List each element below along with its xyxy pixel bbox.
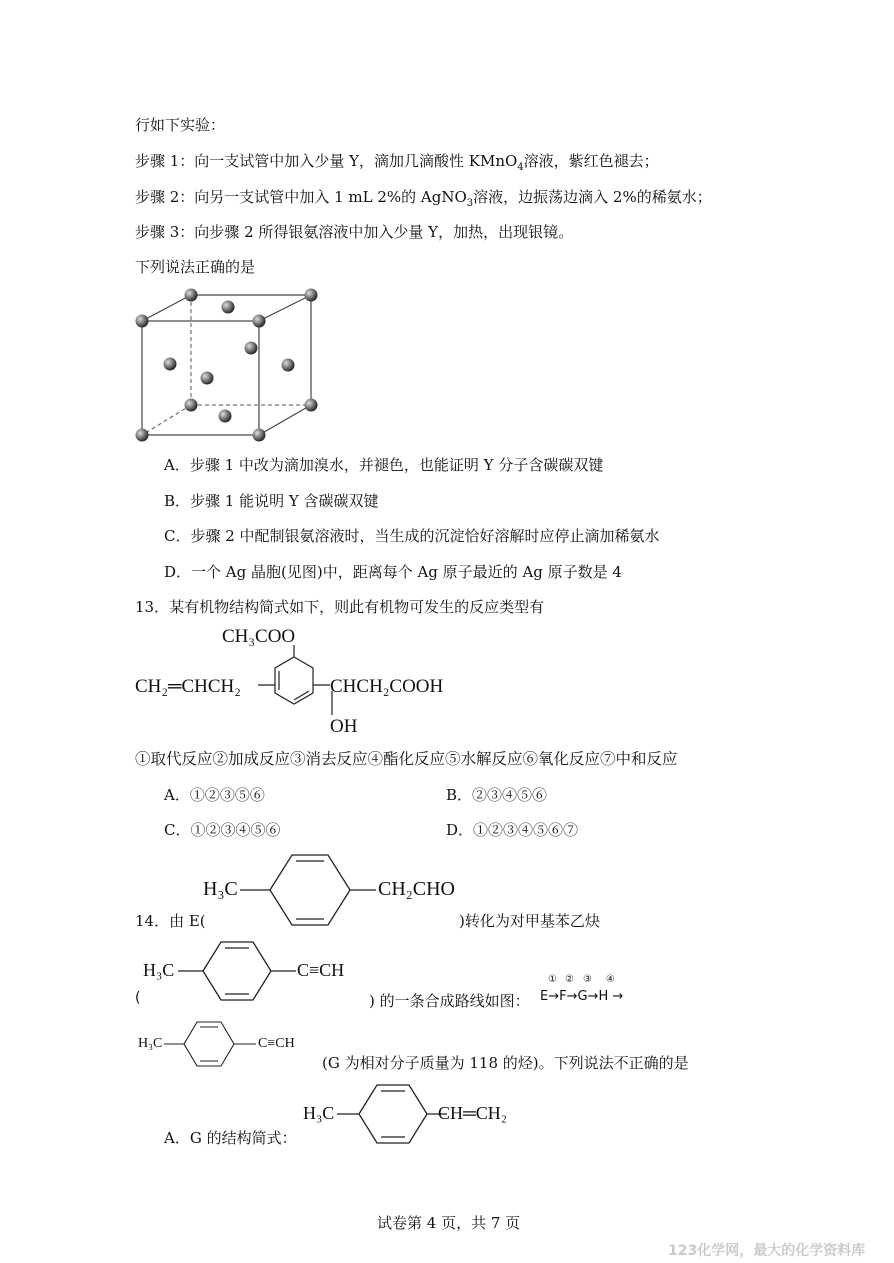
ag-unit-cell-diagram [130, 285, 330, 450]
q12-option-d: D．一个 Ag 晶胞(见图)中，距离每个 Ag 原子最近的 Ag 原子数是 4 [164, 563, 622, 581]
q14-note: (G 为相对分子质量为 118 的烃)。下列说法不正确的是 [322, 1054, 689, 1072]
q14-e-left: H₃C [203, 878, 238, 900]
q13-option-a: A．①②③⑤⑥ [164, 786, 265, 804]
q14-stem-post: )转化为对甲基苯乙炔 [459, 912, 600, 930]
page-footer: 试卷第 4 页，共 7 页 [377, 1214, 521, 1232]
q14-g-left: H₃C [303, 1103, 335, 1123]
q14-product-small-left: H₃C [138, 1036, 163, 1051]
q12-question: 下列说法正确的是 [135, 258, 256, 276]
q14-paren-open: ( [135, 990, 141, 1006]
q14-product-benzene-ring [178, 937, 308, 1002]
q14-e-benzene-ring [240, 850, 380, 930]
q14-product-small-benzene-ring [164, 1020, 264, 1070]
q13-benzene-ring [250, 645, 340, 730]
q12-step2: 步骤 2：向另一支试管中加入 1 mL 2%的 AgNO$_3$溶液，边振荡边滴入 2%的稀氨水； [135, 188, 712, 209]
q13-stem: 13．某有机物结构简式如下，则此有机物可发生的反应类型有 [135, 598, 545, 616]
q12-intro: 行如下实验： [135, 116, 226, 134]
q13-option-c: C．①②③④⑤⑥ [164, 821, 281, 839]
q14-route-marks: ① ② ③ ④ [548, 974, 615, 985]
q12-option-b: B．步骤 1 能说明 Y 含碳碳双键 [164, 492, 379, 510]
q14-route-text: ) 的一条合成路线如图： [369, 992, 530, 1010]
q14-stem-pre: 14．由 E( [135, 912, 206, 930]
q14-option-a: A．G 的结构简式： [164, 1129, 297, 1147]
q13-struct-left: CH₂═CHCH₂ [135, 676, 241, 697]
watermark: 123化学网，最大的化学资料库 [668, 1243, 866, 1259]
q13-struct-top: CH₃COO [222, 626, 296, 647]
q13-option-b: B．②③④⑤⑥ [446, 786, 548, 804]
q13-option-d: D．①②③④⑤⑥⑦ [446, 821, 579, 839]
q14-product-small-right: C≡CH [258, 1036, 295, 1051]
q12-option-a: A．步骤 1 中改为滴加溴水，并褪色，也能证明 Y 分子含碳碳双键 [164, 456, 604, 474]
q14-g-right: CH═CH₂ [438, 1103, 508, 1123]
q13-struct-bottom: OH [330, 716, 358, 737]
q14-product-left: H₃C [143, 960, 175, 980]
q14-e-right: CH₂CHO [378, 878, 455, 900]
q12-option-c: C．步骤 2 中配制银氨溶液时，当生成的沉淀恰好溶解时应停止滴加稀氨水 [164, 527, 660, 545]
q13-reaction-types: ①取代反应②加成反应③消去反应④酯化反应⑤水解反应⑥氧化反应⑦中和反应 [135, 750, 678, 768]
q14-route: E→F→G→H → [540, 989, 624, 1004]
q13-struct-right: CHCH₂COOH [330, 676, 444, 697]
q12-step3: 步骤 3：向步骤 2 所得银氨溶液中加入少量 Y，加热，出现银镜。 [135, 223, 574, 241]
q12-step1: 步骤 1：向一支试管中加入少量 Y，滴加几滴酸性 KMnO$_4$溶液，紫红色褪去； [135, 152, 659, 173]
q14-product-right: C≡CH [297, 960, 345, 980]
